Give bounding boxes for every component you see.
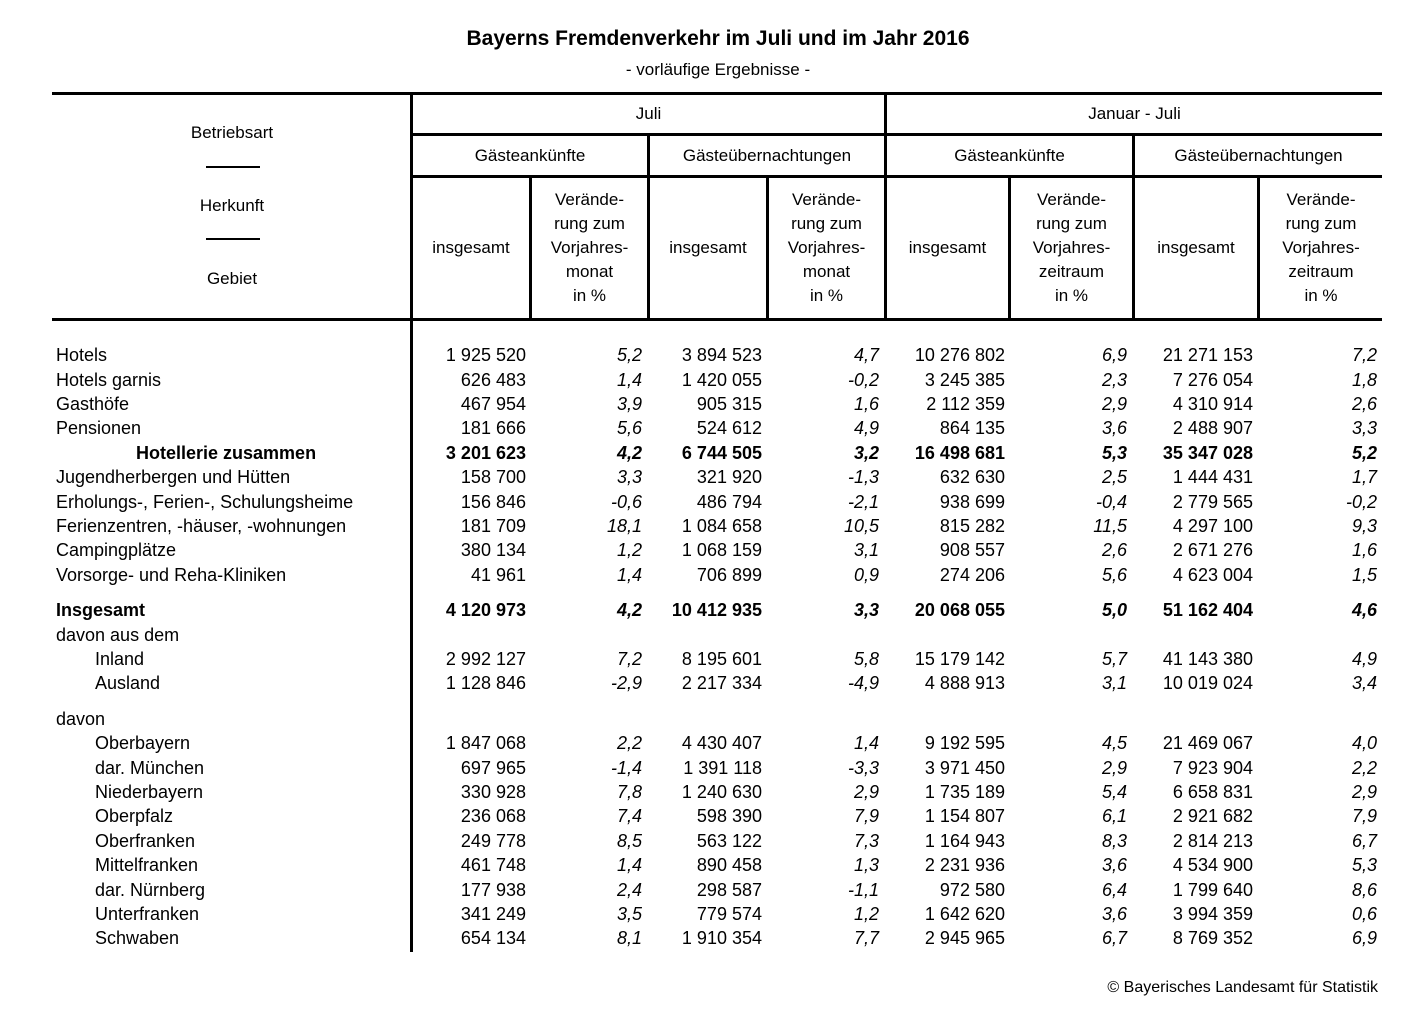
total-cell: 6 744 505 — [681, 443, 762, 463]
total-cell: 2 488 907 — [1172, 418, 1253, 438]
change-percent-cell: 5,3 — [1101, 443, 1127, 463]
total-cell: 2 921 682 — [1172, 806, 1253, 826]
total-cell: 908 557 — [939, 540, 1005, 560]
change-percent-cell: 1,7 — [1351, 467, 1377, 487]
change-percent-cell: 4,2 — [616, 600, 642, 620]
total-cell: 10 276 802 — [914, 345, 1005, 365]
measure-header-ankuenfte-juli: Gästeankünfte — [474, 146, 586, 165]
change-percent-cell: 1,4 — [616, 370, 642, 390]
total-cell: 249 778 — [460, 831, 526, 851]
change-percent-cell: 6,7 — [1351, 831, 1377, 851]
change-percent-cell: 4,9 — [853, 418, 879, 438]
table-row — [0, 804, 1426, 828]
row-label: davon aus dem — [56, 625, 180, 645]
change-percent-cell: 8,5 — [616, 831, 642, 851]
column-header-3: insgesamt — [669, 238, 747, 257]
total-cell: 1 391 118 — [683, 758, 762, 778]
row-label: Ferienzentren, -häuser, -wohnungen — [56, 516, 347, 536]
total-cell: 1 154 807 — [924, 806, 1005, 826]
total-cell: 298 587 — [696, 880, 762, 900]
change-percent-cell: -1,1 — [847, 880, 879, 900]
measure-header-uebernachtungen-juli: Gästeübernachtungen — [682, 146, 852, 165]
table-row — [0, 623, 1426, 647]
change-percent-cell: 3,6 — [1101, 418, 1127, 438]
change-percent-cell: 8,6 — [1351, 880, 1377, 900]
change-percent-cell: 1,2 — [853, 904, 879, 924]
total-cell: 654 134 — [460, 928, 526, 948]
change-percent-cell: -0,4 — [1095, 492, 1127, 512]
total-cell: 15 179 142 — [914, 649, 1005, 669]
table-row — [0, 441, 1426, 465]
change-percent-cell: 5,0 — [1101, 600, 1127, 620]
change-percent-cell: 5,6 — [616, 418, 642, 438]
change-percent-cell: 2,9 — [1101, 758, 1127, 778]
total-cell: 864 135 — [939, 418, 1005, 438]
stub-dash-1 — [206, 166, 260, 168]
change-percent-cell: -0,2 — [847, 370, 879, 390]
change-percent-cell: 5,4 — [1101, 782, 1127, 802]
total-cell: 1 444 431 — [1172, 467, 1253, 487]
change-percent-cell: 2,6 — [1351, 394, 1377, 414]
change-percent-cell: 1,4 — [616, 855, 642, 875]
table-row — [0, 647, 1426, 671]
change-percent-cell: 9,3 — [1351, 516, 1377, 536]
total-cell: 4 888 913 — [924, 673, 1005, 693]
change-percent-cell: 4,5 — [1101, 733, 1127, 753]
change-percent-cell: 5,7 — [1101, 649, 1127, 669]
total-cell: 905 315 — [696, 394, 762, 414]
total-cell: 1 240 630 — [681, 782, 762, 802]
table-row — [0, 416, 1426, 440]
change-percent-cell: 0,9 — [853, 565, 879, 585]
change-percent-cell: 0,6 — [1351, 904, 1377, 924]
change-percent-cell: -2,1 — [847, 492, 879, 512]
period-rule — [412, 133, 1382, 136]
total-cell: 3 994 359 — [1172, 904, 1253, 924]
total-cell: 1 847 068 — [445, 733, 526, 753]
row-label: Ausland — [95, 673, 161, 693]
change-percent-cell: 4,9 — [1351, 649, 1377, 669]
row-label: Niederbayern — [95, 782, 204, 802]
row-label: Mittelfranken — [95, 855, 199, 875]
change-percent-cell: 4,2 — [616, 443, 642, 463]
total-cell: 2 814 213 — [1172, 831, 1253, 851]
change-percent-cell: -4,9 — [847, 673, 879, 693]
change-percent-cell: 10,5 — [843, 516, 879, 536]
change-percent-cell: 2,4 — [616, 880, 642, 900]
table-row — [0, 707, 1426, 731]
change-percent-cell: 7,9 — [1351, 806, 1377, 826]
row-label: davon — [56, 709, 106, 729]
total-cell: 1 068 159 — [681, 540, 762, 560]
change-percent-cell: 7,2 — [616, 649, 642, 669]
total-cell: 697 965 — [460, 758, 526, 778]
row-label: Hotels garnis — [56, 370, 162, 390]
change-percent-cell: -0,6 — [610, 492, 642, 512]
total-cell: 632 630 — [939, 467, 1005, 487]
table-row — [0, 392, 1426, 416]
total-cell: 158 700 — [460, 467, 526, 487]
change-percent-cell: 3,3 — [1351, 418, 1377, 438]
change-percent-cell: 3,1 — [853, 540, 879, 560]
total-cell: 4 623 004 — [1172, 565, 1253, 585]
change-percent-cell: 8,1 — [616, 928, 642, 948]
stub-dash-2 — [206, 238, 260, 240]
change-percent-cell: 2,5 — [1101, 467, 1127, 487]
change-percent-cell: 3,4 — [1351, 673, 1377, 693]
row-label: Hotels — [56, 345, 108, 365]
change-percent-cell: 4,6 — [1351, 600, 1377, 620]
total-cell: 598 390 — [696, 806, 762, 826]
change-percent-cell: 7,7 — [853, 928, 879, 948]
total-cell: 626 483 — [460, 370, 526, 390]
change-percent-cell: 7,2 — [1351, 345, 1377, 365]
total-cell: 1 420 055 — [681, 370, 762, 390]
total-cell: 1 642 620 — [924, 904, 1005, 924]
total-cell: 890 458 — [696, 855, 762, 875]
total-cell: 4 534 900 — [1172, 855, 1253, 875]
total-cell: 8 769 352 — [1172, 928, 1253, 948]
change-percent-cell: 3,3 — [853, 600, 879, 620]
total-cell: 563 122 — [696, 831, 762, 851]
total-cell: 1 164 943 — [924, 831, 1005, 851]
total-cell: 815 282 — [939, 516, 1005, 536]
table-top-rule — [52, 92, 1382, 95]
total-cell: 4 297 100 — [1172, 516, 1253, 536]
change-percent-cell: 1,4 — [853, 733, 879, 753]
change-percent-cell: 4,7 — [853, 345, 879, 365]
total-cell: 21 469 067 — [1162, 733, 1253, 753]
row-label: Gasthöfe — [56, 394, 130, 414]
period-header-juli: Juli — [635, 104, 662, 123]
change-percent-cell: 1,3 — [853, 855, 879, 875]
change-percent-cell: 6,9 — [1351, 928, 1377, 948]
total-cell: 972 580 — [939, 880, 1005, 900]
total-cell: 156 846 — [460, 492, 526, 512]
table-row — [0, 780, 1426, 804]
column-header-8: Verände- rung zum Vorjahres- zeitraum in % — [1282, 190, 1360, 305]
period-header-januar-juli: Januar - Juli — [1088, 104, 1181, 123]
change-percent-cell: 2,9 — [1351, 782, 1377, 802]
stub-header-betriebsart: Betriebsart — [190, 123, 274, 142]
table-row — [0, 563, 1426, 587]
total-cell: 181 709 — [460, 516, 526, 536]
change-percent-cell: 3,5 — [616, 904, 642, 924]
total-cell: 21 271 153 — [1162, 345, 1253, 365]
change-percent-cell: 5,6 — [1101, 565, 1127, 585]
total-cell: 1 925 520 — [445, 345, 526, 365]
change-percent-cell: 3,6 — [1101, 855, 1127, 875]
total-cell: 2 945 965 — [924, 928, 1005, 948]
change-percent-cell: 1,2 — [616, 540, 642, 560]
change-percent-cell: 6,7 — [1101, 928, 1127, 948]
row-label: Hotellerie zusammen — [136, 443, 317, 463]
measure-header-uebernachtungen-jan-juli: Gästeübernachtungen — [1174, 146, 1343, 165]
total-cell: 2 992 127 — [445, 649, 526, 669]
total-cell: 10 019 024 — [1162, 673, 1253, 693]
change-percent-cell: 6,9 — [1101, 345, 1127, 365]
change-percent-cell: 4,0 — [1351, 733, 1377, 753]
change-percent-cell: 3,2 — [853, 443, 879, 463]
total-cell: 9 192 595 — [924, 733, 1005, 753]
change-percent-cell: 2,9 — [1101, 394, 1127, 414]
table-row — [0, 731, 1426, 755]
total-cell: 467 954 — [460, 394, 526, 414]
total-cell: 524 612 — [696, 418, 762, 438]
total-cell: 1 735 189 — [924, 782, 1005, 802]
table-row — [0, 853, 1426, 877]
total-cell: 16 498 681 — [914, 443, 1005, 463]
row-label: Pensionen — [56, 418, 142, 438]
total-cell: 3 894 523 — [681, 345, 762, 365]
column-header-2: Verände- rung zum Vorjahres- monat in % — [550, 190, 629, 305]
row-label: Insgesamt — [56, 600, 146, 620]
total-cell: 3 245 385 — [924, 370, 1005, 390]
row-label: Oberpfalz — [95, 806, 174, 826]
stub-header-herkunft: Herkunft — [199, 196, 265, 215]
change-percent-cell: 1,6 — [853, 394, 879, 414]
total-cell: 20 068 055 — [914, 600, 1005, 620]
change-percent-cell: 5,8 — [853, 649, 879, 669]
measure-header-ankuenfte-jan-juli: Gästeankünfte — [954, 146, 1065, 165]
total-cell: 779 574 — [696, 904, 762, 924]
change-percent-cell: 5,2 — [616, 345, 642, 365]
table-row — [0, 902, 1426, 926]
total-cell: 706 899 — [696, 565, 762, 585]
change-percent-cell: 7,9 — [853, 806, 879, 826]
change-percent-cell: 3,6 — [1101, 904, 1127, 924]
row-label: dar. München — [95, 758, 205, 778]
table-row — [0, 671, 1426, 695]
total-cell: 330 928 — [460, 782, 526, 802]
total-cell: 380 134 — [460, 540, 526, 560]
change-percent-cell: 6,1 — [1101, 806, 1127, 826]
change-percent-cell: 2,6 — [1101, 540, 1127, 560]
total-cell: 35 347 028 — [1162, 443, 1253, 463]
change-percent-cell: -2,9 — [610, 673, 642, 693]
column-header-7: insgesamt — [1157, 238, 1235, 257]
header-bottom-rule — [52, 318, 1382, 321]
change-percent-cell: -0,2 — [1345, 492, 1377, 512]
total-cell: 10 412 935 — [671, 600, 762, 620]
change-percent-cell: 3,3 — [616, 467, 642, 487]
total-cell: 2 779 565 — [1172, 492, 1253, 512]
total-cell: 2 231 936 — [924, 855, 1005, 875]
column-header-4: Verände- rung zum Vorjahres- monat in % — [787, 190, 866, 305]
change-percent-cell: 3,9 — [616, 394, 642, 414]
change-percent-cell: 7,3 — [853, 831, 879, 851]
change-percent-cell: 2,2 — [1351, 758, 1377, 778]
table-row — [0, 598, 1426, 622]
total-cell: 181 666 — [460, 418, 526, 438]
row-label: Oberbayern — [95, 733, 191, 753]
total-cell: 1 128 846 — [445, 673, 526, 693]
change-percent-cell: 7,8 — [616, 782, 642, 802]
total-cell: 6 658 831 — [1172, 782, 1253, 802]
page-title: Bayerns Fremdenverkehr im Juli und im Jahr 2016 — [466, 27, 970, 50]
table-row — [0, 878, 1426, 902]
row-label: Oberfranken — [95, 831, 196, 851]
total-cell: 2 112 359 — [926, 394, 1005, 414]
change-percent-cell: 3,1 — [1101, 673, 1127, 693]
copyright-footer: © Bayerisches Landesamt für Statistik — [1107, 979, 1378, 996]
row-label: Campingplätze — [56, 540, 177, 560]
row-label: Jugendherbergen und Hütten — [56, 467, 291, 487]
change-percent-cell: 1,5 — [1351, 565, 1377, 585]
total-cell: 3 201 623 — [445, 443, 526, 463]
row-label: Unterfranken — [95, 904, 200, 924]
table-row — [0, 343, 1426, 367]
total-cell: 41 961 — [470, 565, 526, 585]
total-cell: 341 249 — [460, 904, 526, 924]
total-cell: 1 084 658 — [681, 516, 762, 536]
total-cell: 1 799 640 — [1172, 880, 1253, 900]
change-percent-cell: 2,9 — [853, 782, 879, 802]
change-percent-cell: -1,3 — [847, 467, 879, 487]
total-cell: 177 938 — [460, 880, 526, 900]
total-cell: 7 923 904 — [1172, 758, 1253, 778]
measure-rule — [412, 175, 1382, 178]
total-cell: 3 971 450 — [924, 758, 1005, 778]
change-percent-cell: 1,4 — [616, 565, 642, 585]
total-cell: 321 920 — [696, 467, 762, 487]
total-cell: 4 430 407 — [681, 733, 762, 753]
column-header-5: insgesamt — [908, 238, 987, 257]
change-percent-cell: 6,4 — [1101, 880, 1127, 900]
change-percent-cell: 1,8 — [1351, 370, 1377, 390]
column-header-6: Verände- rung zum Vorjahres- zeitraum in % — [1032, 190, 1111, 305]
page-subtitle: - vorläufige Ergebnisse - — [625, 60, 811, 79]
change-percent-cell: 5,3 — [1351, 855, 1377, 875]
change-percent-cell: 8,3 — [1101, 831, 1127, 851]
change-percent-cell: 18,1 — [606, 516, 642, 536]
table-row — [0, 465, 1426, 489]
change-percent-cell: 5,2 — [1351, 443, 1377, 463]
table-row — [0, 514, 1426, 538]
table-row — [0, 368, 1426, 392]
table-row — [0, 756, 1426, 780]
change-percent-cell: 1,6 — [1351, 540, 1377, 560]
total-cell: 486 794 — [696, 492, 762, 512]
change-percent-cell: -3,3 — [847, 758, 879, 778]
row-label: Erholungs-, Ferien-, Schulungsheime — [56, 492, 354, 512]
table-row — [0, 829, 1426, 853]
table-row — [0, 926, 1426, 950]
change-percent-cell: 11,5 — [1093, 516, 1127, 536]
row-label: dar. Nürnberg — [95, 880, 206, 900]
row-label: Inland — [95, 649, 145, 669]
total-cell: 4 310 914 — [1172, 394, 1253, 414]
change-percent-cell: -1,4 — [610, 758, 642, 778]
total-cell: 8 195 601 — [681, 649, 762, 669]
total-cell: 236 068 — [460, 806, 526, 826]
change-percent-cell: 2,3 — [1101, 370, 1127, 390]
period-divider — [884, 92, 887, 321]
total-cell: 41 143 380 — [1162, 649, 1253, 669]
table-row — [0, 538, 1426, 562]
change-percent-cell: 7,4 — [616, 806, 642, 826]
change-percent-cell: 2,2 — [616, 733, 642, 753]
total-cell: 4 120 973 — [445, 600, 526, 620]
total-cell: 51 162 404 — [1162, 600, 1253, 620]
row-label: Vorsorge- und Reha-Kliniken — [56, 565, 287, 585]
total-cell: 7 276 054 — [1172, 370, 1253, 390]
column-header-1: insgesamt — [432, 238, 510, 257]
total-cell: 1 910 354 — [681, 928, 762, 948]
total-cell: 2 217 334 — [681, 673, 762, 693]
row-label: Schwaben — [95, 928, 180, 948]
total-cell: 461 748 — [460, 855, 526, 875]
total-cell: 2 671 276 — [1172, 540, 1253, 560]
table-row — [0, 490, 1426, 514]
total-cell: 938 699 — [939, 492, 1005, 512]
stub-header-gebiet: Gebiet — [206, 269, 258, 288]
total-cell: 274 206 — [939, 565, 1005, 585]
